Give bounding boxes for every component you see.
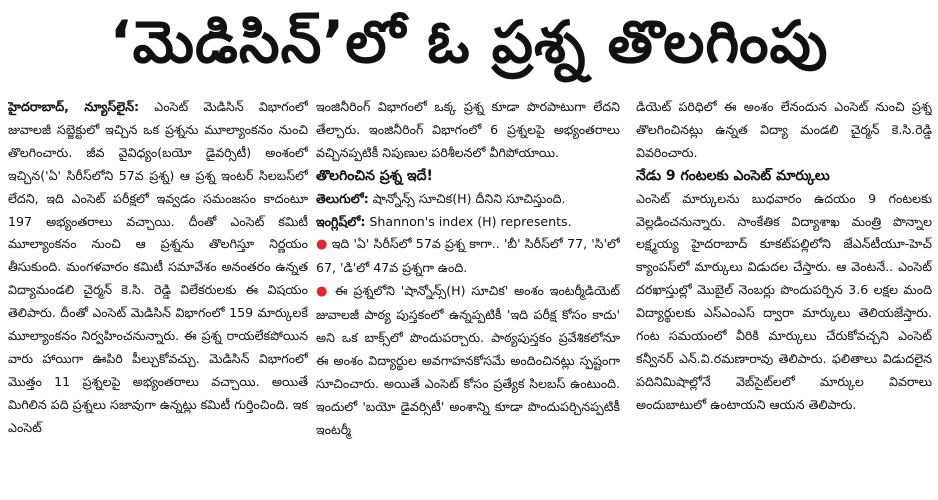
- telugu-label: తెలుగులో:: [316, 190, 369, 206]
- dateline: హైదరాబాద్‌, న్యూస్‌లైన్‌:: [8, 99, 140, 114]
- headline: ‘మెడిసిన్‌’లో ఓ ప్రశ్న తొలగింపు: [109, 8, 829, 76]
- bullet-item-1: [316, 233, 620, 280]
- column-3-intro: డియెట్‌ పరిధిలో ఈ అంశం లేనందున ఎంసెట్‌ నుంచి ప్రశ్న తొలగించినట్లు ఉన్నత విద్యా మండలి చైర్మన్‌ కె.సి.రెడ్డి వివరించారు.: [636, 99, 932, 160]
- bullet-dot-icon: ●: [316, 237, 328, 253]
- english-question-text: Shannon's index (H) represents.: [369, 213, 572, 229]
- column-2-intro: ఇంజినీరింగ్‌ విభాగంలో ఒక్క ప్రశ్న కూడా పొరపాటుగా లేదని తేల్చారు. ఇంజినీరింగ్‌ విభాగంలో 6 ప్రశ్నలపై అభ్యంతరాలు వచ్చినప్పటికీ నిపుణుల పరిశీలనలో వీగిపోయాయి.: [316, 99, 620, 160]
- article-column-1: [8, 96, 308, 496]
- english-question-line: [316, 211, 620, 234]
- bullet-text-2: ఈ ప్రశ్నలోని 'షాన్నోన్స్‌(H) సూచిక' అంశం ఇంటర్మీడియెట్‌ జువాలజీ పాఠ్య పుస్తకంలో ఉన్నప్పటికీ 'ఇది పరీక్ష కోసం కాదు' అని ఒక బాక్స్‌లో పొందుపర్చారు. పాఠ్యపుస్తకం ప్రవేశికలోనూ ఈ అంశం విద్యార్థుల అవగాహనకోసమే అందించినట్లు స్పష్టంగా సూచించారు. అయితే ఎంసెట్‌ కోసం ప్రత్యేక సిలబస్‌ ఉంటుంది. ఇందులో 'బయో డైవర్సిటీ' అంశాన్ని కూడా పొందుపర్చినప్పటికీ ఇంటర్మీ: [316, 283, 620, 437]
- bullet-dot-icon: ●: [316, 284, 330, 300]
- bullet-text-1: ఇది 'ఏ' సిరీస్‌లో 57వ ప్రశ్న కాగా.. 'బీ' సిరీస్‌లో 77, 'సి'లో 67, 'డి'లో 47వ ప్రశ్నగా ఉంది.: [316, 236, 620, 276]
- bullet-item-2: [316, 280, 620, 441]
- telugu-question-line: [316, 188, 620, 211]
- column-3-body: ఎంసెట్‌ మార్కులను బుధవారం ఉదయం 9 గంటలకు వెల్లడించనున్నారు. సాంకేతిక విద్యాశాఖ మంత్రి పొన్నాల లక్ష్మయ్య హైదరాబాద్‌ కూకట్‌పల్లిలోని జేఎన్‌టీయూ-హెచ్‌ క్యాంపస్‌లో మార్కులు విడుదల చేస్తారు. ఆ వెంటనే.. ఎంసెట్‌ దరఖాస్తుల్లో మొబైల్‌ నెంబర్లు పొందుపర్చిన 3.6 లక్షల మంది విద్యార్థులకు ఎస్‌ఎంఎస్‌ ద్వారా మార్కులు తెలియజేస్తారు. గంట సమయంలో వీరికి మార్కులు చేరుకోవచ్చని ఎంసెట్‌ కన్వీనర్‌ ఎన్‌.వి.రమణారావు తెలిపారు. ఫలితాలు విడుదలైన పదినిమిషాల్లోనే వెబ్‌సైట్‌లలో మార్కుల వివరాలు అందుబాటులో ఉంటాయని ఆయన తెలిపారు.: [636, 190, 932, 412]
- column-1-body: ఎంసెట్‌ మెడిసిన్‌ విభాగంలో జువాలజీ సబ్జెక్టులో ఇచ్చిన ఒక ప్రశ్నను మూల్యాంకనం నుంచి తొలగించారు. జీవ వైవిధ్యం(బయో డైవర్సిటీ) అంశంలో ఇచ్చిన('ఏ' సిరీస్‌లోని 57వ ప్రశ్న) ఆ ప్రశ్న ఇంటర్‌ సిలబస్‌లో లేదని, ఇది ఎంసెట్‌ పరీక్షలో ఇవ్వడం సమంజసం కాదంటూ 197 అభ్యంతరాలు వచ్చాయి. దీంతో ఎంసెట్‌ కమిటీ మూల్యాంకనం నుంచి ఆ ప్రశ్నను తొలగిస్తూ నిర్ణయం తీసుకుంది. మంగళవారం కమిటీ సమావేశం అనంతరం ఉన్నత విద్యామండలి చైర్మన్‌ కె.సి. రెడ్డి విలేకరులకు ఈ విషయం తెలిపారు. దీంతో ఎంసెట్‌ మెడిసిన్‌ విభాగంలో 159 మార్కులకే మూల్యాంకనం నిర్వహించనున్నారు. ఈ ప్రశ్న రాయలేకపోయిన వారు హాయిగా ఊపిరి పీల్చుకోవచ్చు. మెడిసిన్‌ విభాగంలో మొత్తం 11 ప్రశ్నలపై అభ్యంతరాలు వచ్చాయి. అయితే మిగిలిన పది ప్రశ్నలు సజావుగా ఉన్నట్లు కమిటీ గుర్తించింది. ఇక ఎంసెట్‌: [8, 99, 308, 435]
- article-column-3: [636, 96, 932, 496]
- results-subhead: నేడు 9 గంటలకు ఎంసెట్‌ మార్కులు: [636, 167, 830, 184]
- article-column-2: [316, 96, 620, 496]
- removed-question-subhead: తొలగించిన ప్రశ్న ఇదే!: [316, 167, 433, 184]
- english-label: ఇంగ్లిష్‌లో:: [316, 213, 366, 229]
- telugu-question-text: షాన్నోన్స్‌ సూచిక(H) దీనిని సూచిస్తుంది.: [372, 190, 566, 206]
- column-1-paragraph: [8, 96, 308, 440]
